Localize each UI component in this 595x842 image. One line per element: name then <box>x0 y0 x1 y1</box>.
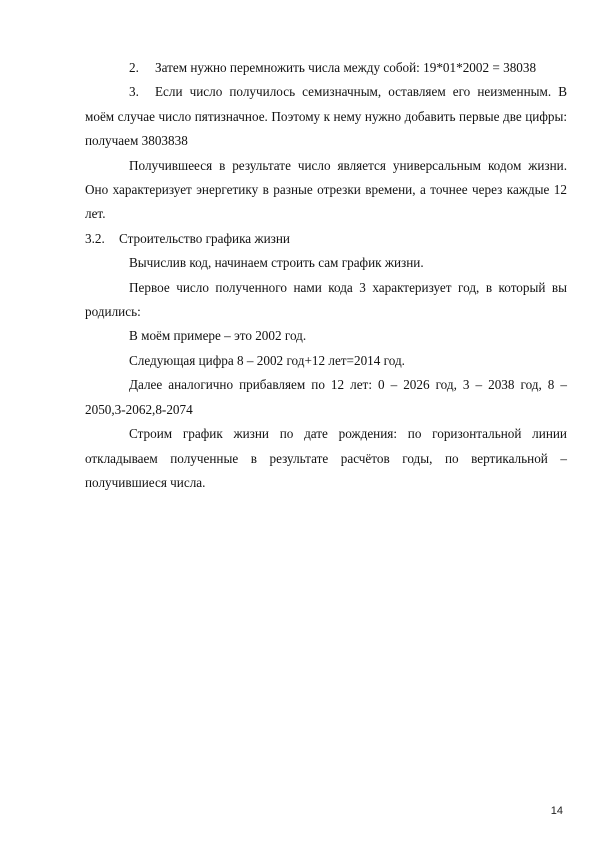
paragraph: Вычислив код, начинаем строить сам график жизни. <box>129 255 424 271</box>
document-body <box>85 56 567 495</box>
section-heading <box>85 227 567 251</box>
paragraph: Далее аналогично прибавляем по 12 лет: 0 – 2026 год, 3 – 2038 год, 8 – 2050,3-2062,8-2074 <box>85 377 567 417</box>
paragraph: Следующая цифра 8 – 2002 год+12 лет=2014 год. <box>129 352 405 368</box>
section-title: Строительство графика жизни <box>119 230 290 246</box>
paragraph-text: Затем нужно перемножить числа между собой: 19*01*2002 = 38038 <box>155 60 537 75</box>
section-number: 3.2. <box>85 230 105 246</box>
paragraph: Первое число полученного нами кода 3 характеризует год, в который вы родились: <box>85 279 567 320</box>
list-item-step-2 <box>85 56 567 80</box>
paragraph-text: Если число получилось семизначным, оставляем его неизменным. В моём случае число пятизначное. Поэтому к нему нужно добавить первые две цифры: получаем 3803838 <box>85 84 567 149</box>
paragraph: Получившееся в результате число является универсальным кодом жизни. Оно характеризует энергетику в разные отрезки времени, а точнее через каждые 12 лет. <box>85 157 567 222</box>
list-number: 2. <box>129 60 139 75</box>
paragraph: В моём примере – это 2002 год. <box>129 328 307 344</box>
list-item-step-3 <box>85 80 567 153</box>
page-number: 14 <box>550 805 563 817</box>
list-number: 3. <box>129 84 139 100</box>
paragraph: Строим график жизни по дате рождения: по горизонтальной линии откладываем полученные в результате расчётов годы, по вертикальной – получившиеся числа. <box>85 426 567 490</box>
